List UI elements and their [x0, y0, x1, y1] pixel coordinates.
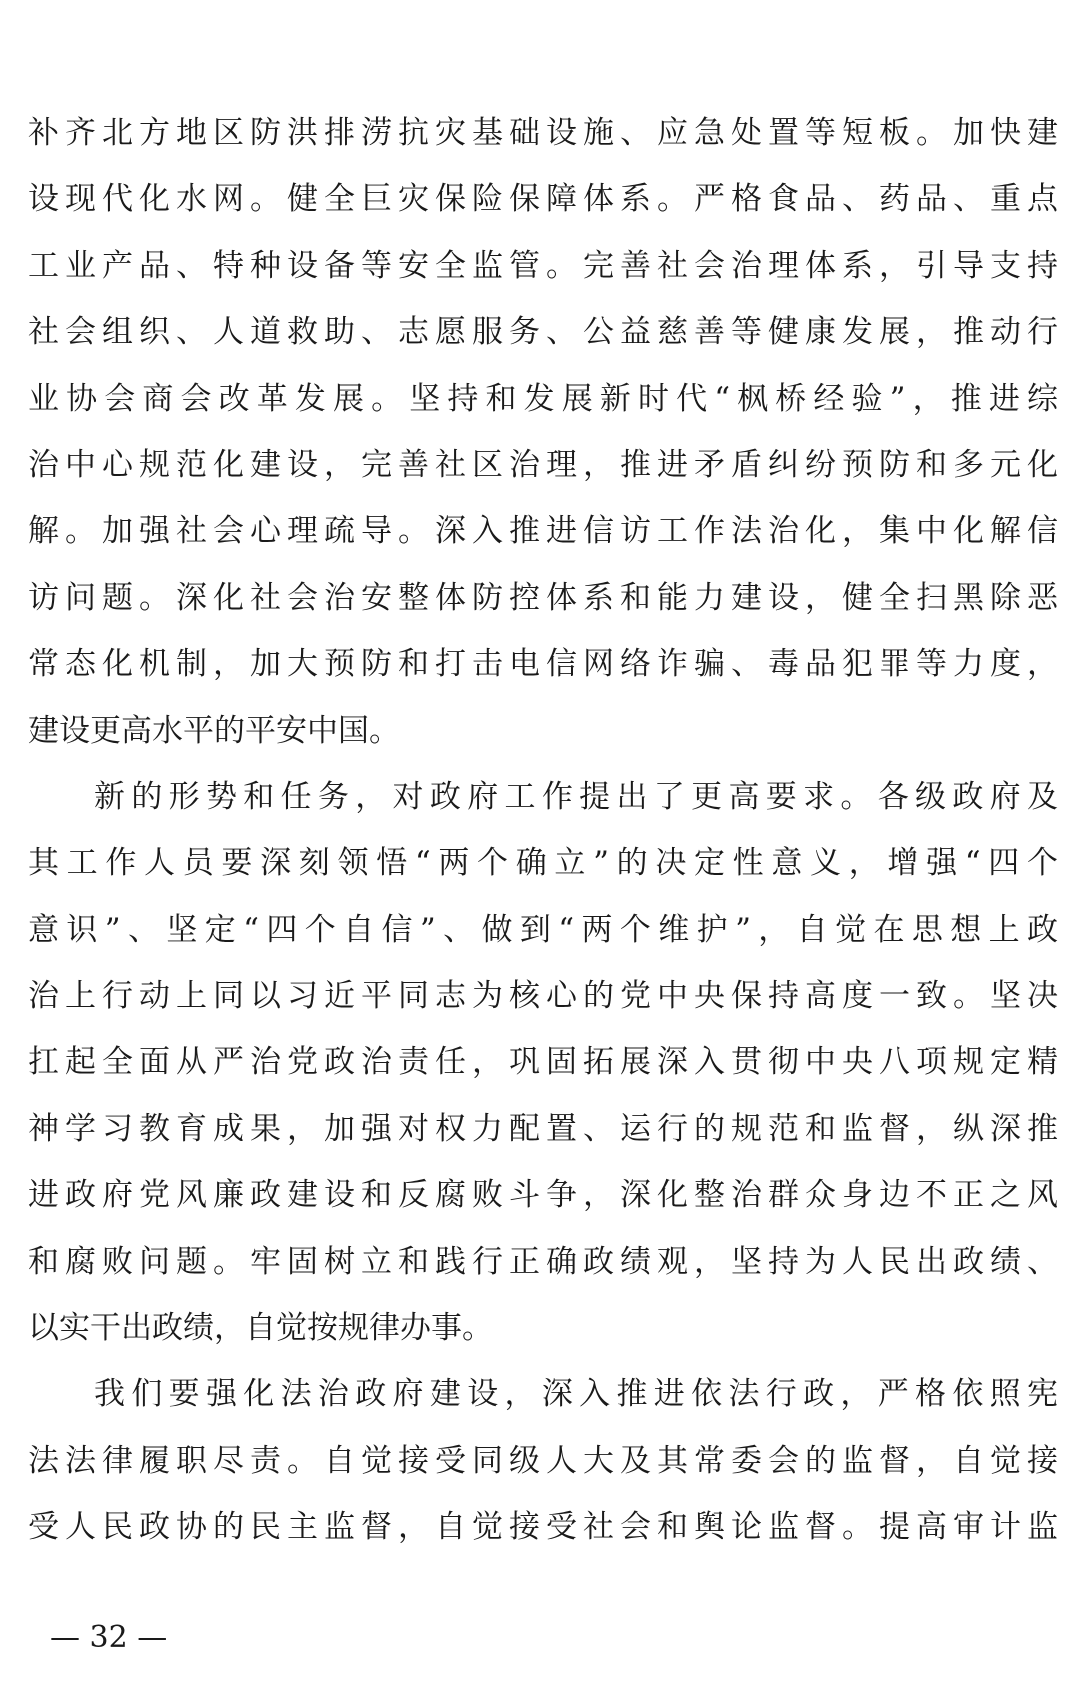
text-line: 业协会商会改革发展。坚持和发展新时代“枫桥经验”，推进综 — [28, 380, 1058, 417]
text-line: 受人民政协的民主监督，自觉接受社会和舆论监督。提高审计监 — [28, 1509, 1058, 1546]
text-line: 治上行动上同以习近平同志为核心的党中央保持高度一致。坚决 — [28, 978, 1058, 1015]
text-line: 我们要强化法治政府建设，深入推进依法行政，严格依照宪 — [94, 1376, 1058, 1413]
text-line: 解。加强社会心理疏导。深入推进信访工作法治化，集中化解信 — [28, 513, 1058, 550]
text-line: 社会组织、人道救助、志愿服务、公益慈善等健康发展，推动行 — [28, 314, 1058, 351]
page-number: — 32 — — [50, 1620, 168, 1655]
text-line: 治中心规范化建设，完善社区治理，推进矛盾纠纷预防和多元化 — [28, 446, 1058, 483]
text-line: 建设更高水平的平安中国。 — [28, 712, 400, 749]
text-line: 工业产品、特种设备等安全监管。完善社会治理体系，引导支持 — [28, 247, 1058, 284]
text-line: 常态化机制，加大预防和打击电信网络诈骗、毒品犯罪等力度， — [28, 646, 1058, 683]
text-line: 扛起全面从严治党政治责任，巩固拓展深入贯彻中央八项规定精 — [28, 1044, 1058, 1081]
text-line: 补齐北方地区防洪排涝抗灾基础设施、应急处置等短板。加快建 — [28, 115, 1058, 151]
text-line: 和腐败问题。牢固树立和践行正确政绩观，坚持为人民出政绩、 — [28, 1243, 1058, 1280]
text-line: 其工作人员要深刻领悟“两个确立”的决定性意义，增强“四个 — [28, 845, 1058, 882]
text-line: 进政府党风廉政建设和反腐败斗争，深化整治群众身边不正之风 — [28, 1177, 1058, 1214]
body-text — [28, 100, 1058, 1561]
text-line: 访问题。深化社会治安整体防控体系和能力建设，健全扫黑除恶 — [28, 579, 1058, 616]
text-line: 以实干出政绩，自觉按规律办事。 — [28, 1310, 493, 1347]
text-line: 新的形势和任务，对政府工作提出了更高要求。各级政府及 — [94, 778, 1058, 815]
text-line: 神学习教育成果，加强对权力配置、运行的规范和监督，纵深推 — [28, 1110, 1058, 1147]
text-line: 设现代化水网。健全巨灾保险保障体系。严格食品、药品、重点 — [28, 181, 1058, 218]
text-line: 意识”、坚定“四个自信”、做到“两个维护”，自觉在思想上政 — [28, 911, 1058, 948]
text-line: 法法律履职尽责。自觉接受同级人大及其常委会的监督，自觉接 — [28, 1442, 1058, 1479]
